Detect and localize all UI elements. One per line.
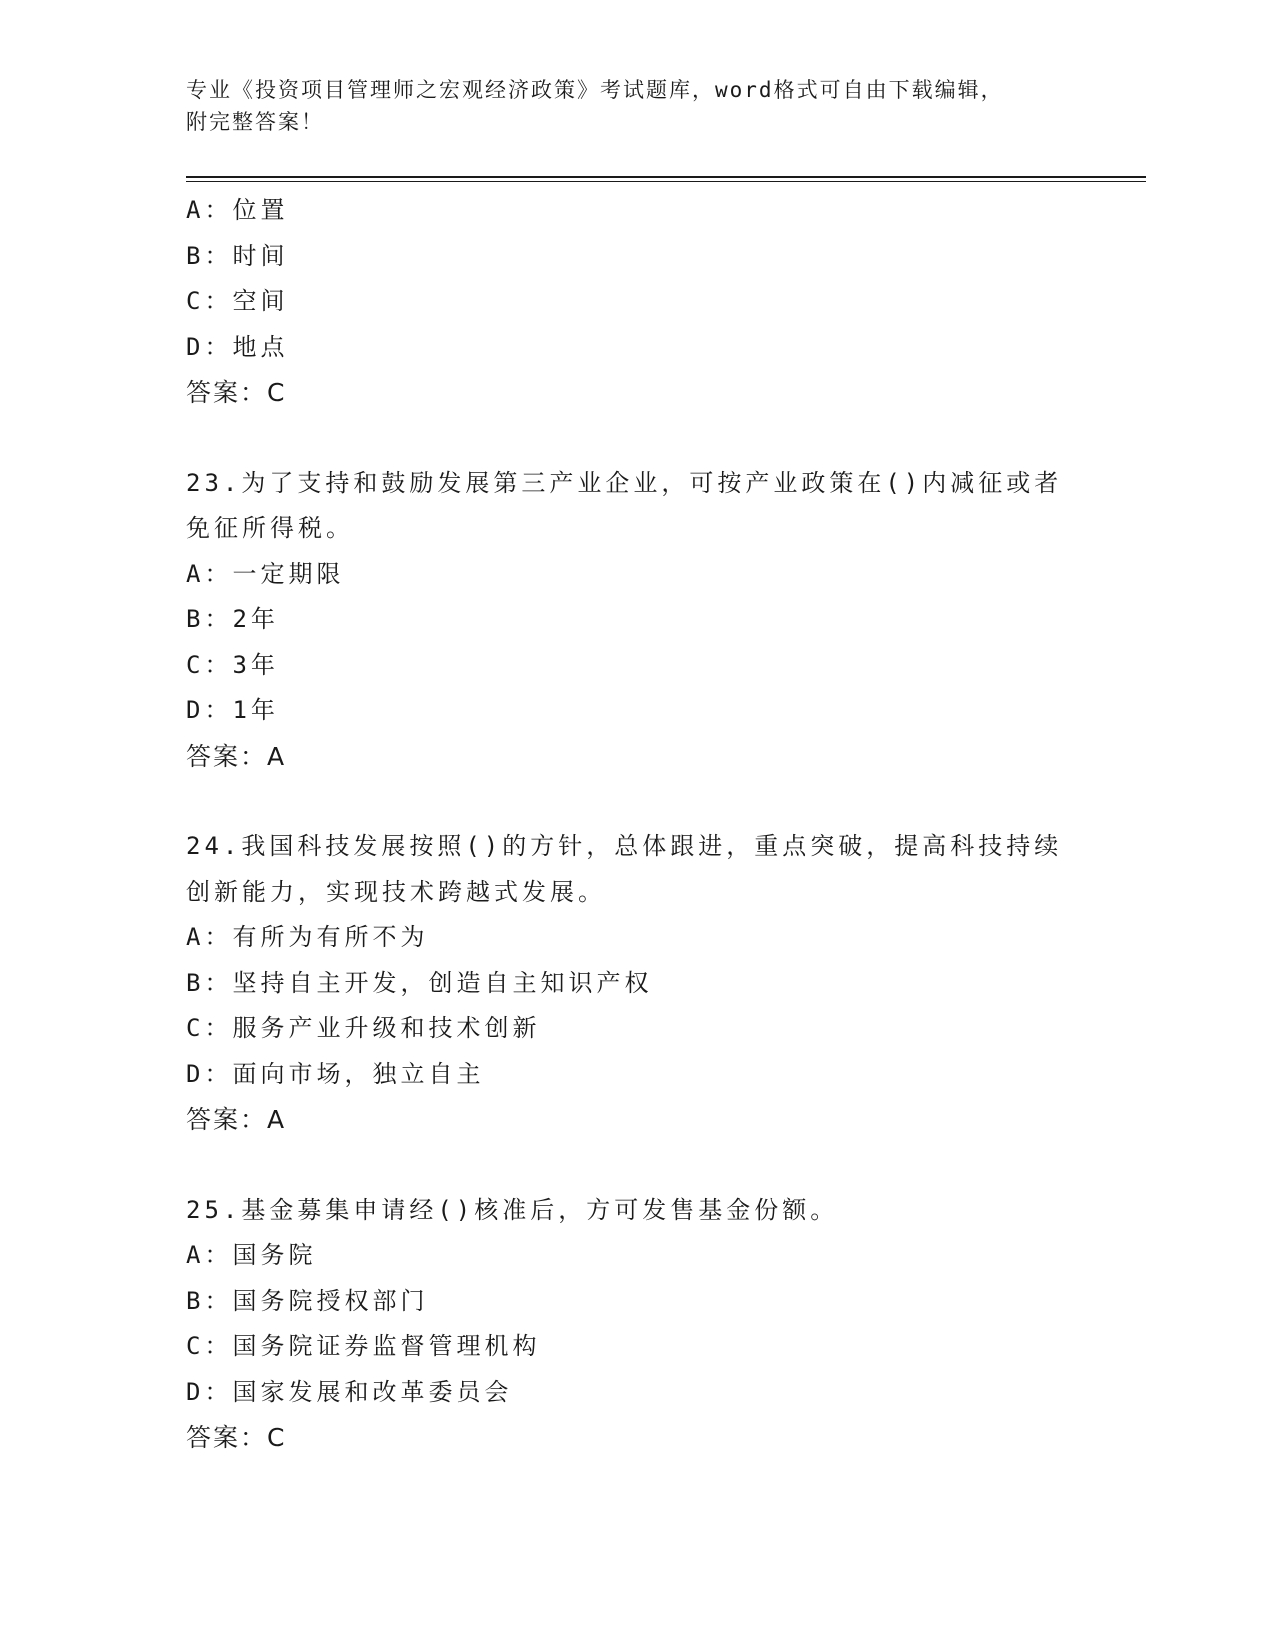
question-block-25 — [186, 1188, 1086, 1461]
spacer — [186, 779, 1086, 824]
answer-line: 答案：C — [186, 1423, 287, 1452]
spacer — [186, 1143, 1086, 1188]
option-c: C：3年 — [186, 650, 279, 679]
option-a: A：一定期限 — [186, 559, 345, 588]
header-divider-thick — [186, 176, 1146, 178]
spacer — [186, 416, 1086, 461]
option-d: D：国家发展和改革委员会 — [186, 1377, 513, 1406]
question-content — [186, 188, 1086, 1461]
question-stem-line-1: 25.基金募集申请经()核准后，方可发售基金份额。 — [186, 1195, 839, 1224]
option-b: B：2年 — [186, 605, 279, 633]
question-stem-line-2: 创新能力，实现技术跨越式发展。 — [186, 877, 606, 906]
header-line-1: 专业《投资项目管理师之宏观经济政策》考试题库，word格式可自由下载编辑， — [186, 78, 1004, 102]
question-stem-line-1: 24.我国科技发展按照()的方针，总体跟进，重点突破，提高科技持续 — [186, 832, 1063, 860]
option-a: A：国务院 — [186, 1241, 317, 1269]
option-d: D：地点 — [186, 332, 289, 361]
question-block-24 — [186, 824, 1086, 1143]
option-a: A：有所为有所不为 — [186, 923, 429, 951]
option-d: D：1年 — [186, 696, 279, 724]
question-block-23 — [186, 461, 1086, 780]
option-c: C：国务院证券监督管理机构 — [186, 1332, 541, 1360]
option-b: B：坚持自主开发，创造自主知识产权 — [186, 968, 653, 997]
option-c: C：服务产业升级和技术创新 — [186, 1014, 541, 1042]
option-d: D：面向市场，独立自主 — [186, 1059, 485, 1088]
header-divider-thin — [186, 181, 1146, 182]
document-page — [186, 0, 1146, 1650]
answer-line: 答案：C — [186, 378, 287, 407]
header-line-2: 附完整答案！ — [186, 110, 324, 134]
question-stem-line-1: 23.为了支持和鼓励发展第三产业企业，可按产业政策在()内减征或者 — [186, 468, 1063, 497]
question-stem-line-2: 免征所得税。 — [186, 514, 354, 542]
answer-line: 答案：A — [186, 741, 287, 771]
answer-line: 答案：A — [186, 1105, 287, 1134]
option-b: B：时间 — [186, 241, 289, 270]
option-a: A：位置 — [186, 196, 289, 224]
document-header — [186, 74, 1086, 138]
option-c: C：空间 — [186, 287, 289, 315]
question-block-22 — [186, 188, 1086, 416]
option-b: B：国务院授权部门 — [186, 1286, 429, 1315]
